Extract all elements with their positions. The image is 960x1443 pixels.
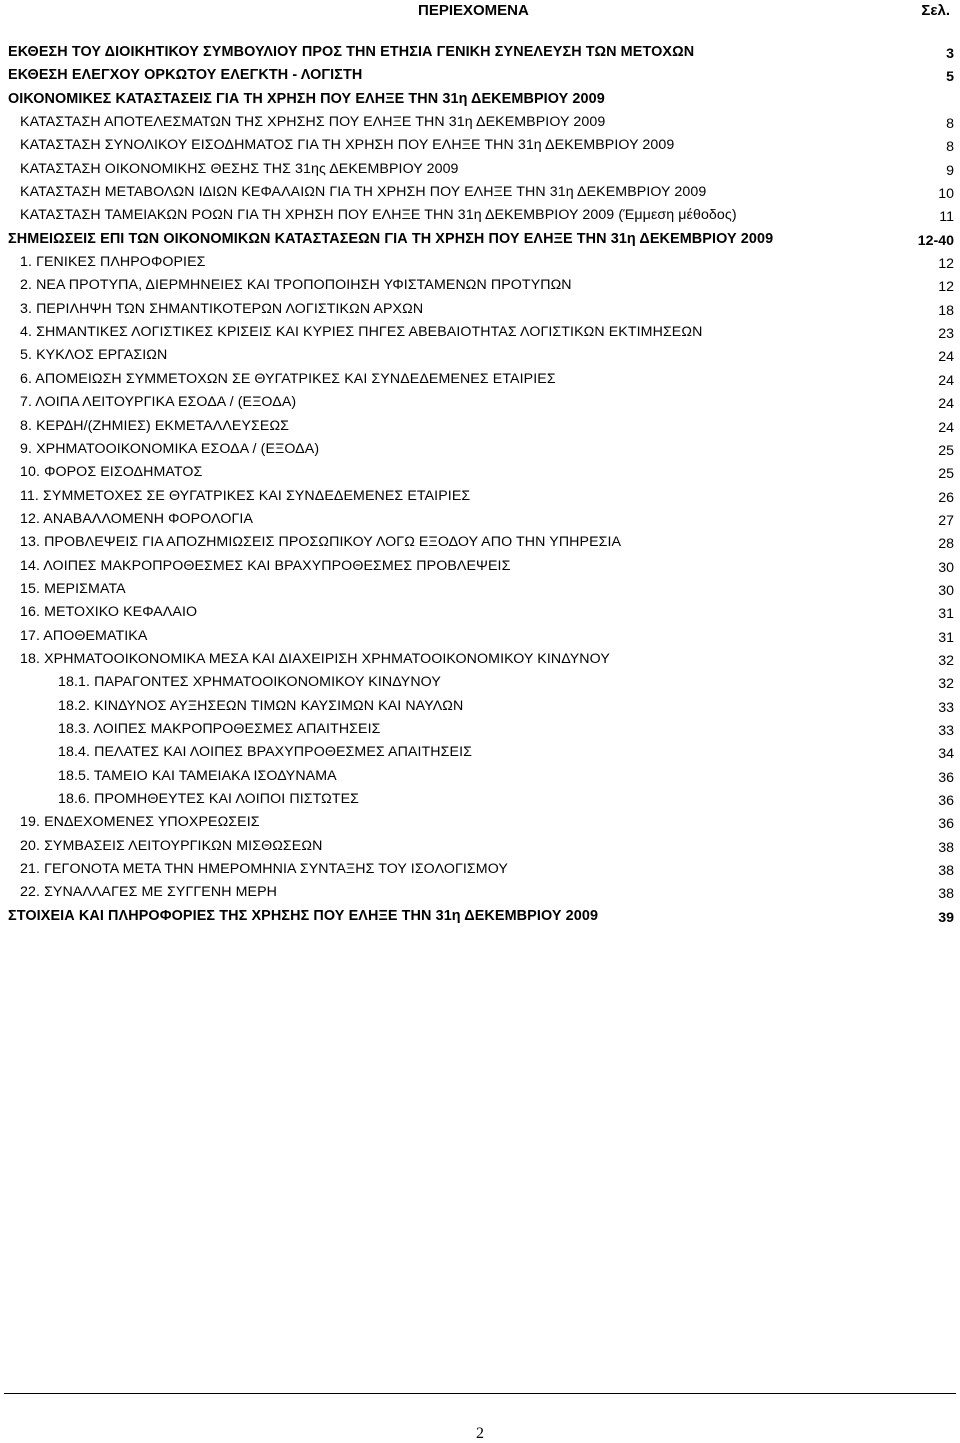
toc-entry [0, 672, 960, 695]
toc-entry [0, 275, 960, 298]
toc-entry [0, 416, 960, 439]
toc-entry [0, 859, 960, 882]
footer-divider [4, 1393, 956, 1394]
toc-entry [0, 626, 960, 649]
toc-entry-page: 38 [938, 886, 954, 903]
toc-entry-title: 5. ΚΥΚΛΟΣ ΕΡΓΑΣΙΩΝ [20, 347, 168, 364]
toc-entry-title: 18.5. ΤΑΜΕΙΟ ΚΑΙ ΤΑΜΕΙΑΚΑ ΙΣΟΔΥΝΑΜΑ [58, 767, 337, 784]
toc-entry-title: 13. ΠΡΟΒΛΕΨΕΙΣ ΓΙΑ ΑΠΟΖΗΜΙΩΣΕΙΣ ΠΡΟΣΩΠΙΚΟΥ ΛΟΓΩ ΕΞΟΔΟΥ ΑΠΟ ΤΗΝ ΥΠΗΡΕΣΙΑ [20, 534, 622, 551]
toc-entry-page: 38 [938, 863, 954, 880]
toc-entry-title: 11. ΣΥΜΜΕΤΟΧΕΣ ΣΕ ΘΥΓΑΤΡΙΚΕΣ ΚΑΙ ΣΥΝΔΕΔΕΜΕΝΕΣ ΕΤΑΙΡΙΕΣ [20, 487, 471, 504]
toc-entry-page: 26 [938, 489, 954, 506]
toc-entry-title: 18.2. ΚΙΝΔΥΝΟΣ ΑΥΞΗΣΕΩΝ ΤΙΜΩΝ ΚΑΥΣΙΜΩΝ ΚΑΙ ΝΑΥΛΩΝ [58, 697, 464, 714]
toc-entry-title: 17. ΑΠΟΘΕΜΑΤΙΚΑ [20, 627, 148, 644]
toc-entry [0, 766, 960, 789]
toc-entry [0, 205, 960, 228]
toc-entry [0, 252, 960, 275]
toc-entry [0, 812, 960, 835]
toc-entry-title: 22. ΣΥΝΑΛΛΑΓΕΣ ΜΕ ΣΥΓΓΕΝΗ ΜΕΡΗ [20, 884, 277, 901]
toc-entry [0, 159, 960, 182]
toc-entry-page: 31 [938, 629, 954, 646]
toc-entry-page: 12 [938, 279, 954, 296]
toc-entry [0, 65, 960, 88]
toc-entry-page: 24 [938, 419, 954, 436]
toc-entry-page: 25 [938, 466, 954, 483]
toc-entry-title: ΣΗΜΕΙΩΣΕΙΣ ΕΠΙ ΤΩΝ ΟΙΚΟΝΟΜΙΚΩΝ ΚΑΤΑΣΤΑΣΕΩΝ ΓΙΑ ΤΗ ΧΡΗΣΗ ΠΟΥ ΕΛΗΞΕ ΤΗΝ 31η ΔΕΚΕΜΒΡΙΟΥ 2009 [8, 230, 774, 247]
toc-entry-page: 28 [938, 536, 954, 553]
toc-entry-page: 8 [946, 116, 954, 133]
toc-entry-title: ΚΑΤΑΣΤΑΣΗ ΑΠΟΤΕΛΕΣΜΑΤΩΝ ΤΗΣ ΧΡΗΣΗΣ ΠΟΥ ΕΛΗΞΕ ΤΗΝ 31η ΔΕΚΕΜΒΡΙΟΥ 2009 [20, 114, 606, 131]
toc-entry-page: 33 [938, 722, 954, 739]
toc-entry-title: ΚΑΤΑΣΤΑΣΗ ΜΕΤΑΒΟΛΩΝ ΙΔΙΩΝ ΚΕΦΑΛΑΙΩΝ ΓΙΑ ΤΗ ΧΡΗΣΗ ΠΟΥ ΕΛΗΞΕ ΤΗΝ 31η ΔΕΚΕΜΒΡΙΟΥ 2009 [20, 184, 707, 201]
toc-entry-page: 33 [938, 699, 954, 716]
toc-entry [0, 882, 960, 905]
toc-entry [0, 182, 960, 205]
toc-entry [0, 229, 960, 252]
toc-entry-title: ΕΚΘΕΣΗ ΕΛΕΓΧΟΥ ΟΡΚΩΤΟΥ ΕΛΕΓΚΤΗ - ΛΟΓΙΣΤΗ [8, 67, 363, 84]
toc-entry [0, 345, 960, 368]
toc-entry [0, 556, 960, 579]
toc-entry-title: 4. ΣΗΜΑΝΤΙΚΕΣ ΛΟΓΙΣΤΙΚΕΣ ΚΡΙΣΕΙΣ ΚΑΙ ΚΥΡΙΕΣ ΠΗΓΕΣ ΑΒΕΒΑΙΟΤΗΤΑΣ ΛΟΓΙΣΤΙΚΩΝ ΕΚΤΙΜΗΣΕΩΝ [20, 324, 703, 341]
toc-entry-title: 18.3. ΛΟΙΠΕΣ ΜΑΚΡΟΠΡΟΘΕΣΜΕΣ ΑΠΑΙΤΗΣΕΙΣ [58, 720, 381, 737]
toc-entry [0, 742, 960, 765]
toc-entry [0, 392, 960, 415]
toc-entry-title: 3. ΠΕΡΙΛΗΨΗ ΤΩΝ ΣΗΜΑΝΤΙΚΟΤΕΡΩΝ ΛΟΓΙΣΤΙΚΩΝ ΑΡΧΩΝ [20, 300, 424, 317]
toc-entry-page: 39 [938, 909, 954, 926]
toc-entry [0, 42, 960, 65]
toc-entry-page: 11 [939, 209, 954, 226]
toc-entry-page: 32 [938, 676, 954, 693]
toc-entry-title: 15. ΜΕΡΙΣΜΑΤΑ [20, 580, 126, 597]
toc-entry-title: 1. ΓΕΝΙΚΕΣ ΠΛΗΡΟΦΟΡΙΕΣ [20, 254, 206, 271]
toc-entry-page: 18 [938, 302, 954, 319]
toc-entry [0, 649, 960, 672]
toc-entry [0, 836, 960, 859]
toc-entry-page: 10 [938, 186, 954, 203]
toc-entry-title: ΕΚΘΕΣΗ ΤΟΥ ΔΙΟΙΚΗΤΙΚΟΥ ΣΥΜΒΟΥΛΙΟΥ ΠΡΟΣ ΤΗΝ ΕΤΗΣΙΑ ΓΕΝΙΚΗ ΣΥΝΕΛΕΥΣΗ ΤΩΝ ΜΕΤΟΧΩΝ [8, 44, 695, 60]
toc-entry-page: 8 [946, 139, 954, 156]
toc-entry-page: 34 [938, 746, 954, 763]
toc-entry [0, 486, 960, 509]
toc-entry-title: ΟΙΚΟΝΟΜΙΚΕΣ ΚΑΤΑΣΤΑΣΕΙΣ ΓΙΑ ΤΗ ΧΡΗΣΗ ΠΟΥ ΕΛΗΞΕ ΤΗΝ 31η ΔΕΚΕΜΒΡΙΟΥ 2009 [8, 90, 605, 107]
toc-entry-page: 23 [938, 326, 954, 343]
toc-entry-title: ΣΤΟΙΧΕΙΑ ΚΑΙ ΠΛΗΡΟΦΟΡΙΕΣ ΤΗΣ ΧΡΗΣΗΣ ΠΟΥ ΕΛΗΞΕ ΤΗΝ 31η ΔΕΚΕΜΒΡΙΟΥ 2009 [8, 907, 599, 924]
toc-entry-title: 21. ΓΕΓΟΝΟΤΑ ΜΕΤΑ ΤΗΝ ΗΜΕΡΟΜΗΝΙΑ ΣΥΝΤΑΞΗΣ ΤΟΥ ΙΣΟΛΟΓΙΣΜΟΥ [20, 861, 508, 878]
toc-entry-title: 7. ΛΟΙΠΑ ΛΕΙΤΟΥΡΓΙΚΑ ΕΣΟΔΑ / (ΕΞΟΔΑ) [20, 394, 297, 411]
toc-entry [0, 462, 960, 485]
toc-entry-title: 2. ΝΕΑ ΠΡΟΤΥΠΑ, ΔΙΕΡΜΗΝΕΙΕΣ ΚΑΙ ΤΡΟΠΟΠΟΙΗΣΗ ΥΦΙΣΤΑΜΕΝΩΝ ΠΡΟΤΥΠΩΝ [20, 277, 572, 294]
toc-entry-page: 5 [946, 69, 954, 86]
toc-entry-page: 24 [938, 396, 954, 413]
toc-entry-title: 12. ΑΝΑΒΑΛΛΟΜΕΝΗ ΦΟΡΟΛΟΓΙΑ [20, 510, 254, 527]
toc-entry-title: 18.6. ΠΡΟΜΗΘΕΥΤΕΣ ΚΑΙ ΛΟΙΠΟΙ ΠΙΣΤΩΤΕΣ [58, 791, 360, 807]
toc-entry-title: ΚΑΤΑΣΤΑΣΗ ΟΙΚΟΝΟΜΙΚΗΣ ΘΕΣΗΣ ΤΗΣ 31ης ΔΕΚΕΜΒΡΙΟΥ 2009 [20, 160, 459, 177]
toc-entry-page: 36 [938, 816, 954, 833]
toc-entry-title: ΚΑΤΑΣΤΑΣΗ ΤΑΜΕΙΑΚΩΝ ΡΟΩΝ ΓΙΑ ΤΗ ΧΡΗΣΗ ΠΟΥ ΕΛΗΞΕ ΤΗΝ 31η ΔΕΚΕΜΒΡΙΟΥ 2009 (Έμμεση μέθοδος) [20, 207, 737, 224]
toc-entry [0, 89, 960, 112]
toc-entry [0, 299, 960, 322]
toc-entry-title: 18. ΧΡΗΜΑΤΟΟΙΚΟΝΟΜΙΚΑ ΜΕΣΑ ΚΑΙ ΔΙΑΧΕΙΡΙΣΗ ΧΡΗΜΑΤΟΟΙΚΟΝΟΜΙΚΟΥ ΚΙΝΔΥΝΟΥ [20, 650, 610, 667]
toc-entry-page: 36 [938, 793, 954, 809]
table-of-contents [0, 42, 960, 929]
toc-entry-title: 8. ΚΕΡΔΗ/(ΖΗΜΙΕΣ) ΕΚΜΕΤΑΛΛΕΥΣΕΩΣ [20, 417, 290, 434]
toc-entry-page: 24 [938, 349, 954, 366]
toc-entry-title: ΚΑΤΑΣΤΑΣΗ ΣΥΝΟΛΙΚΟΥ ΕΙΣΟΔΗΜΑΤΟΣ ΓΙΑ ΤΗ ΧΡΗΣΗ ΠΟΥ ΕΛΗΞΕ ΤΗΝ 31η ΔΕΚΕΜΒΡΙΟΥ 2009 [20, 137, 675, 154]
toc-entry-page: 27 [938, 512, 954, 529]
toc-entry-page: 36 [938, 769, 954, 786]
page-column-label: Σελ. [921, 2, 950, 19]
toc-entry-page: 9 [946, 162, 954, 179]
toc-entry [0, 112, 960, 135]
toc-entry-title: 6. ΑΠΟΜΕΙΩΣΗ ΣΥΜΜΕΤΟΧΩΝ ΣΕ ΘΥΓΑΤΡΙΚΕΣ ΚΑΙ ΣΥΝΔΕΔΕΜΕΝΕΣ ΕΤΑΙΡΙΕΣ [20, 370, 556, 387]
toc-entry-title: 16. ΜΕΤΟΧΙΚΟ ΚΕΦΑΛΑΙΟ [20, 604, 198, 621]
page-number: 2 [476, 1425, 484, 1442]
toc-entry-page: 24 [938, 372, 954, 389]
toc-entry-page: 3 [946, 46, 954, 62]
toc-entry [0, 509, 960, 532]
toc-entry [0, 135, 960, 158]
toc-entry-page: 32 [938, 652, 954, 669]
toc-entry [0, 579, 960, 602]
toc-header [0, 0, 960, 22]
toc-entry-title: 20. ΣΥΜΒΑΣΕΙΣ ΛΕΙΤΟΥΡΓΙΚΩΝ ΜΙΣΘΩΣΕΩΝ [20, 837, 323, 854]
toc-entry-page: 30 [938, 582, 954, 599]
toc-entry-title: 19. ΕΝΔΕΧΟΜΕΝΕΣ ΥΠΟΧΡΕΩΣΕΙΣ [20, 814, 260, 831]
toc-entry [0, 439, 960, 462]
toc-entry-page: 38 [938, 839, 954, 856]
toc-entry-page: 12 [938, 256, 954, 273]
toc-entry-page: 30 [938, 559, 954, 576]
toc-entry-title: 18.1. ΠΑΡΑΓΟΝΤΕΣ ΧΡΗΜΑΤΟΟΙΚΟΝΟΜΙΚΟΥ ΚΙΝΔΥΝΟΥ [58, 674, 441, 691]
toc-entry-page: 31 [938, 606, 954, 623]
toc-entry [0, 369, 960, 392]
toc-entry [0, 602, 960, 625]
toc-entry [0, 789, 960, 812]
toc-title: ΠΕΡΙΕΧΟΜΕΝΑ [418, 2, 529, 19]
toc-entry-title: 14. ΛΟΙΠΕΣ ΜΑΚΡΟΠΡΟΘΕΣΜΕΣ ΚΑΙ ΒΡΑΧΥΠΡΟΘΕΣΜΕΣ ΠΡΟΒΛΕΨΕΙΣ [20, 557, 511, 574]
toc-entry [0, 322, 960, 345]
toc-entry-page: 25 [938, 442, 954, 459]
toc-entry-title: 10. ΦΟΡΟΣ ΕΙΣΟΔΗΜΑΤΟΣ [20, 464, 203, 481]
toc-entry [0, 532, 960, 555]
toc-entry-title: 9. ΧΡΗΜΑΤΟΟΙΚΟΝΟΜΙΚΑ ΕΣΟΔΑ / (ΕΞΟΔΑ) [20, 440, 320, 457]
toc-entry [0, 696, 960, 719]
toc-entry-title: 18.4. ΠΕΛΑΤΕΣ ΚΑΙ ΛΟΙΠΕΣ ΒΡΑΧΥΠΡΟΘΕΣΜΕΣ ΑΠΑΙΤΗΣΕΙΣ [58, 744, 472, 761]
toc-entry [0, 906, 960, 929]
toc-entry-page: 12-40 [917, 232, 954, 249]
toc-entry [0, 719, 960, 742]
